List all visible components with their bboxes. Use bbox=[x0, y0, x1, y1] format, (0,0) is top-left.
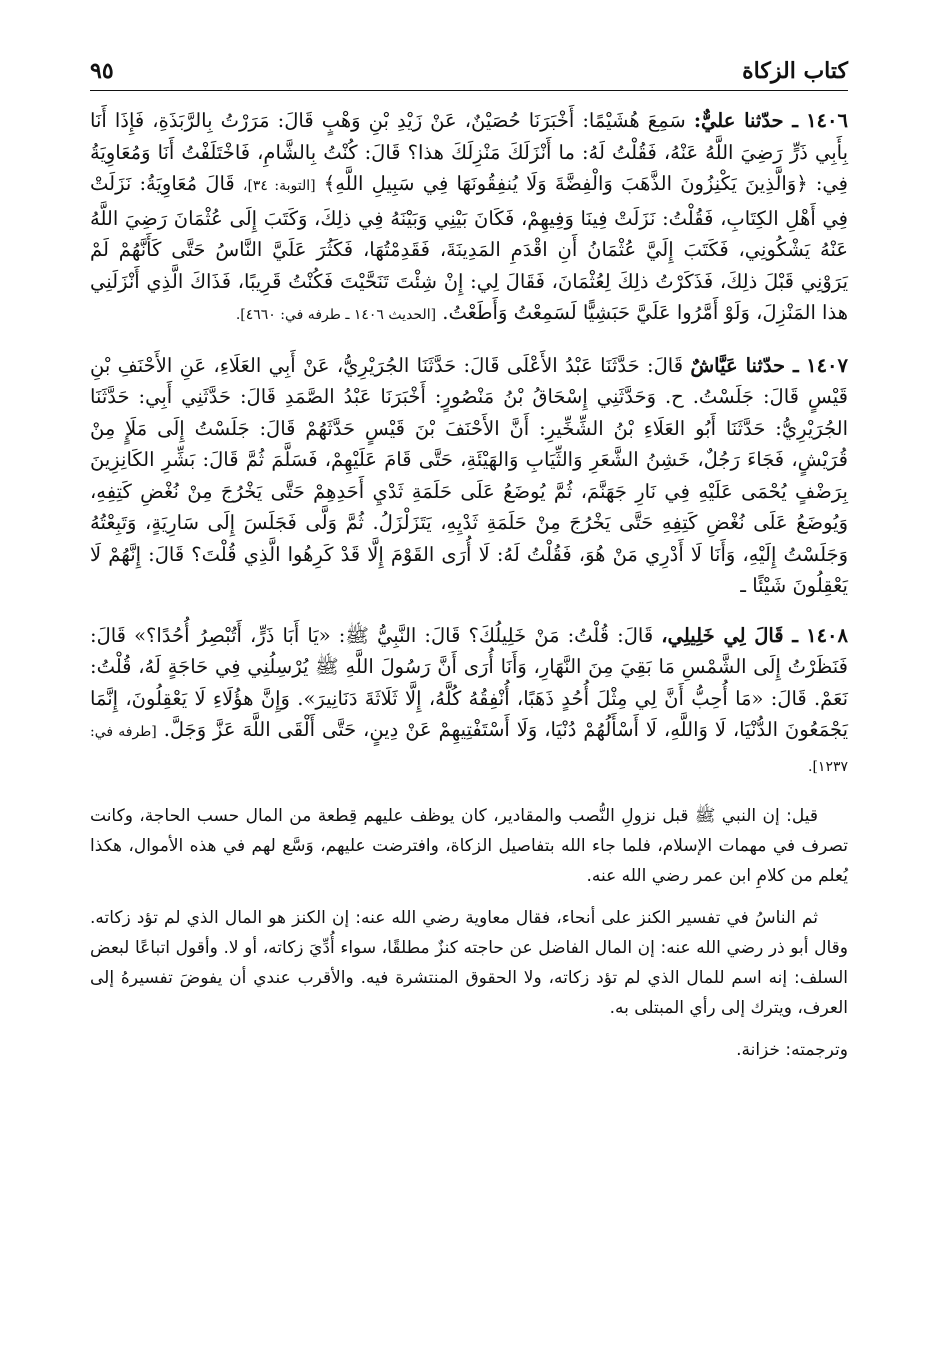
hadith-opening: ـ حدّثنا عليٌّ: bbox=[693, 109, 798, 132]
hadith-text: قَالَ: حَدَّثَنَا عَبْدُ الأَعْلَى قَالَ: حَدَّثَنَا الجُرَيْرِيُّ، عَنْ أَبِي العَلَاءِ، عَنِ الأَحْنَفِ بْنِ قَيْسٍ قَالَ: جَلَسْتُ. ح. وَحَدَّثَنِي إِسْحَاقُ بْنُ مَنْصُورٍ: أَخْبَرَنَا عَبْدُ الصَّمَدِ قَالَ: حَدَّثَنِي أَبِي: حَدَّثَنَا الجُرَيْرِيُّ: حَدَّثَنَا أَبُو العَلَاءِ بْنُ الشِّخِّيرِ: أَنَّ الأَحْنَفَ بْنَ قَيْسٍ حَدَّثَهُمْ قَالَ: جَلَسْتُ إِلَى مَلَإٍ مِنْ قُرَيْشٍ، فَجَاءَ رَجُلٌ، خَشِنُ الشَّعَرِ وَالثِّيَابِ وَالهَيْئَةِ، حَتَّى قَامَ عَلَيْهِمْ، فَسَلَّمَ ثُمَّ قَالَ: بَشِّرِ الكَانِزِينَ بِرَضْفٍ يُحْمَى عَلَيْهِ فِي نَارِ جَهَنَّمَ، ثُمَّ يُوضَعُ عَلَى حَلَمَةِ ثَدْيِ أَحَدِهِمْ حَتَّى يَخْرُجَ مِنْ نُغْضِ كَتِفِهِ، وَيُوضَعُ عَلَى نُغْضِ كَتِفِهِ حَتَّى يَخْرُجَ مِنْ حَلَمَةِ ثَدْيِهِ، يَتَزَلْزَلُ. ثُمَّ وَلَّى فَجَلَسَ إِلَى سَارِيَةٍ، وَتَبِعْتُهُ وَجَلَسْتُ إِلَيْهِ، وَأَنَا لَا أَدْرِي مَنْ هُوَ، فَقُلْتُ لَهُ: لَا أُرَى القَوْمَ إِلَّا قَدْ كَرِهُوا الَّذِي قُلْتَ؟ قَالَ: إِنَّهُمْ لَا يَعْقِلُونَ شَيْئًا ـ bbox=[90, 353, 848, 597]
commentary-paragraph: ثم الناسُ في تفسير الكنز على أنحاء، فقال معاوية رضي الله عنه: إن الكنز هو المال الذي لم تؤد زكاته. وقال أبو ذر رضي الله عنه: إن المال الفاضل عن حاجته كنزٌ مطلقًا، سواء أُدِّيَ زكاته، أو لا. وأقول اتباعًا لبعض السلف: إنه اسم للمال الذي لم تؤد زكاته، ولا الحقوق المنتشرة فيه. والأقرب عندي أن يفوضَ تفسيرهُ إلى العرف، ويترك إلى رأي المبتلى به. bbox=[90, 908, 848, 1018]
hadith-number: ١٤٠٦ bbox=[806, 109, 848, 132]
quran-reference: [التوبة: ٣٤]، bbox=[242, 178, 316, 194]
commentary-notes bbox=[90, 801, 848, 1065]
commentary-paragraph: قيل: إن النبي ﷺ قبل نزولِ النُّصب والمقادير، كان يوظف عليهم قِطعة من المال حسب الحاجة، وكانت تصرف في مهمات الإسلام، فلما جاء الله بتفاصيل الزكاة، وافترضت عليهم، وَسَّع لهم في هذه الأموال، هكذا يُعلم من كلامِ ابن عمر رضي الله عنه. bbox=[90, 806, 848, 886]
hadith-1408 bbox=[90, 620, 848, 784]
page-number: ٩٥ bbox=[90, 58, 114, 84]
hadith-reference: [طرفه في: ١٢٣٧]. bbox=[90, 724, 848, 775]
hadith-opening: ـ حدّثنا عَيَّاشٌ bbox=[690, 353, 799, 377]
hadith-text: سَمِعَ هُشَيْمًا: أَخْبَرَنَا حُصَيْنٌ، عَنْ زَيْدِ بْنِ وَهْبٍ قَالَ: مَرَرْتُ بِالرَّبَذَةِ، فَإِذَا أَنَا بِأَبِي ذَرٍّ رَضِيَ اللَّهُ عَنْهُ، فَقُلْتُ لَهُ: ما أَنْزَلَكَ مَنْزِلَكَ هذا؟ قَالَ: كُنْتُ بِالشَّامِ، فَاخْتَلَفْتُ أَنَا وَمُعَاوِيَةُ فِي: ﴿وَالَّذِينَ يَكْنِزُونَ الذَّهَبَ وَالْفِضَّةَ وَلَا يُنفِقُونَهَا فِي سَبِيلِ اللَّهِ﴾ bbox=[90, 109, 848, 195]
hadith-text-continued: قَالَ مُعَاوِيَةُ: نَزَلَتْ فِي أَهْلِ الكِتَابِ، فَقُلْتُ: نَزَلَتْ فِينَا وَفِيهِمْ، فَكَانَ بَيْنِي وَبَيْنَهُ فِي ذلِكَ، وَكَتَبَ إِلَى عُثْمَانَ رَضِيَ اللَّهُ عَنْهُ يَشْكُونِي، فَكَتَبَ إِلَيَّ عُثْمَانُ أَنِ اقْدَمِ المَدِينَةَ، فَقَدِمْتُهَا، فَكَثُرَ عَلَيَّ النَّاسُ حَتَّى كَأَنَّهُمْ لَمْ يَرَوْنِي قَبْلَ ذلِكَ، فَذَكَرْتُ ذلِكَ لِعُثْمَانَ، فَقَالَ لِي: إِنْ شِئْتَ تَنَحَّيْتَ فَكُنْتُ قَرِيبًا، فَذَاكَ الَّذِي أَنْزَلَنِي هذا المَنْزِلَ، وَلَوْ أَمَّرُوا عَلَيَّ حَبَشِيًّا لَسَمِعْتُ وَأَطَعْتُ. bbox=[90, 172, 848, 324]
hadith-text: قَالَ: قُلْتُ: مَنْ خَلِيلُكَ؟ قَالَ: النَّبِيُّ ﷺ: «يَا أَبَا ذَرٍّ، أَتُبْصِرُ أُحُدًا؟» قَالَ: فَنَظَرْتُ إِلَى الشَّمْسِ مَا بَقِيَ مِنَ النَّهَارِ، وَأَنَا أُرَى أَنَّ رَسُولَ اللَّهِ ﷺ يُرْسِلُنِي فِي حَاجَةٍ لَهُ، قُلْتُ: نَعَمْ. قَالَ: «مَا أُحِبُّ أَنَّ لِي مِثْلَ أُحُدٍ ذَهَبًا، أُنْفِقُهُ كُلَّهُ، إِلَّا ثَلَاثَةَ دَنَانِيرَ». وَإِنَّ هؤُلَاءِ لَا يَعْقِلُونَ، إِنَّمَا يَجْمَعُونَ الدُّنْيَا، لَا وَاللَّهِ، لَا أَسْأَلُهُمْ دُنْيَا، وَلَا أَسْتَفْتِيهِمْ عَنْ دِينٍ، حَتَّى أَلْقَى اللَّهَ عَزَّ وَجَلَّ. bbox=[90, 623, 848, 741]
hadith-reference: [الحديث ١٤٠٦ ـ طرفه في: ٤٦٦٠]. bbox=[235, 307, 437, 323]
book-title: كتاب الزكاة bbox=[742, 58, 848, 84]
hadith-number: ١٤٠٧ bbox=[806, 353, 848, 377]
hadith-1407 bbox=[90, 350, 848, 602]
commentary-paragraph: وترجمته: خزانة. bbox=[736, 1040, 848, 1060]
hadith-1406 bbox=[90, 105, 848, 332]
hadith-number: ١٤٠٨ bbox=[806, 623, 849, 647]
page-header bbox=[90, 56, 848, 91]
hadith-opening: ـ قَالَ لِي خَلِيلِي، bbox=[661, 623, 799, 647]
